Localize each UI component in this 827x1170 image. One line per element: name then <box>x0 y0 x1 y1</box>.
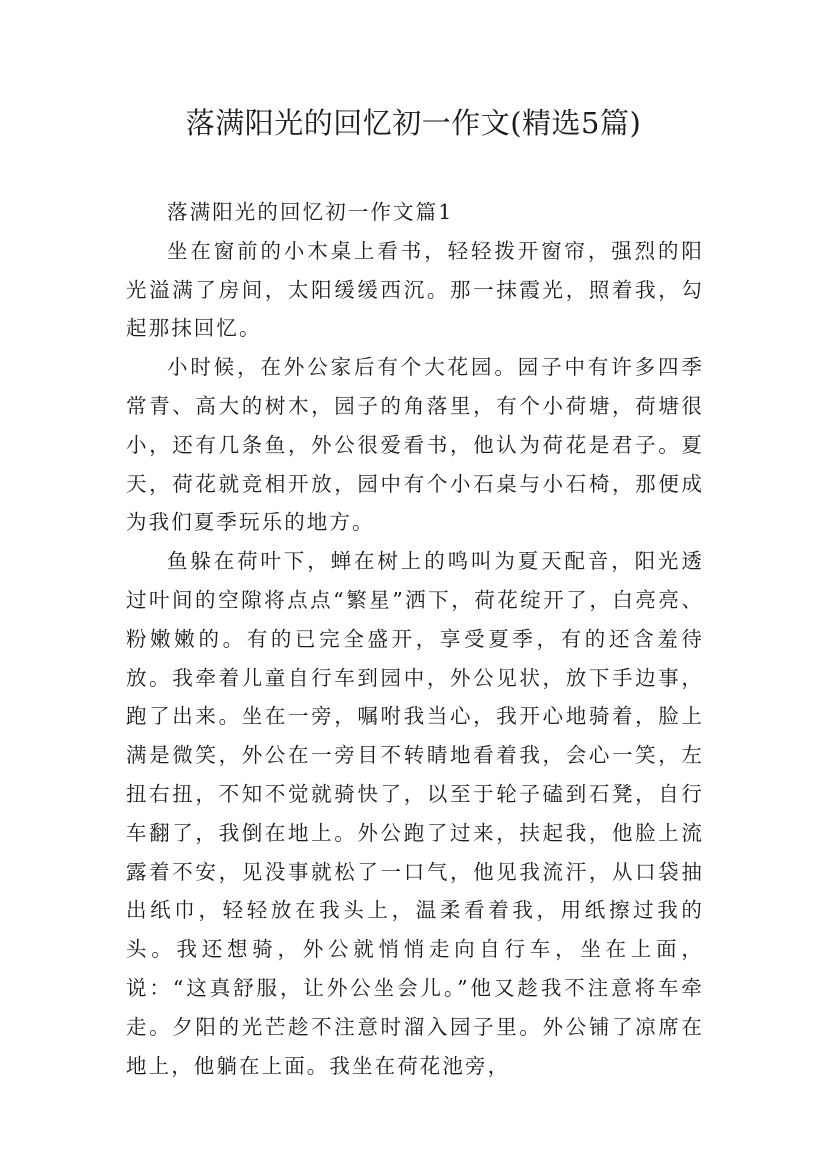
paragraph: 坐在窗前的小木桌上看书，轻轻拨开窗帘，强烈的阳光溢满了房间，太阳缓缓西沉。那一抹霞光，照着我，勾起那抹回忆。 <box>126 238 704 341</box>
document-title: 落满阳光的回忆初一作文(精选5篇) <box>185 106 642 140</box>
document-body <box>126 193 704 1085</box>
paragraph: 鱼躲在荷叶下，蝉在树上的鸣叫为夏天配音，阳光透过叶间的空隙将点点“繁星”洒下，荷花绽开了，白亮亮、粉嫩嫩的。有的已完全盛开，享受夏季，有的还含羞待放。我牵着儿童自行车到园中，外公见状，放下手边事，跑了出来。坐在一旁，嘱咐我当心，我开心地骑着，脸上满是微笑，外公在一旁目不转睛地看着我，会心一笑，左扭右扭，不知不觉就骑快了，以至于轮子磕到石凳，自行车翻了，我倒在地上。外公跑了过来，扶起我，他脸上流露着不安，见没事就松了一口气，他见我流汗，从口袋抽出纸巾，轻轻放在我头上，温柔看着我，用纸擦过我的头。我还想骑，外公就悄悄走向自行车，坐在上面，说：“这真舒服，让外公坐会儿。”他又趁我不注意将车牵走。夕阳的光芒趁不注意时溜入园子里。外公铺了凉席在地上，他躺在上面。我坐在荷花池旁， <box>126 549 704 1078</box>
paragraph: 小时候，在外公家后有个大花园。园子中有许多四季常青、高大的树木，园子的角落里，有个小荷塘，荷塘很小，还有几条鱼，外公很爱看书，他认为荷花是君子。夏天，荷花就竞相开放，园中有个小石桌与小石椅，那便成为我们夏季玩乐的地方。 <box>126 355 704 535</box>
section-heading: 落满阳光的回忆初一作文篇1 <box>167 200 454 224</box>
